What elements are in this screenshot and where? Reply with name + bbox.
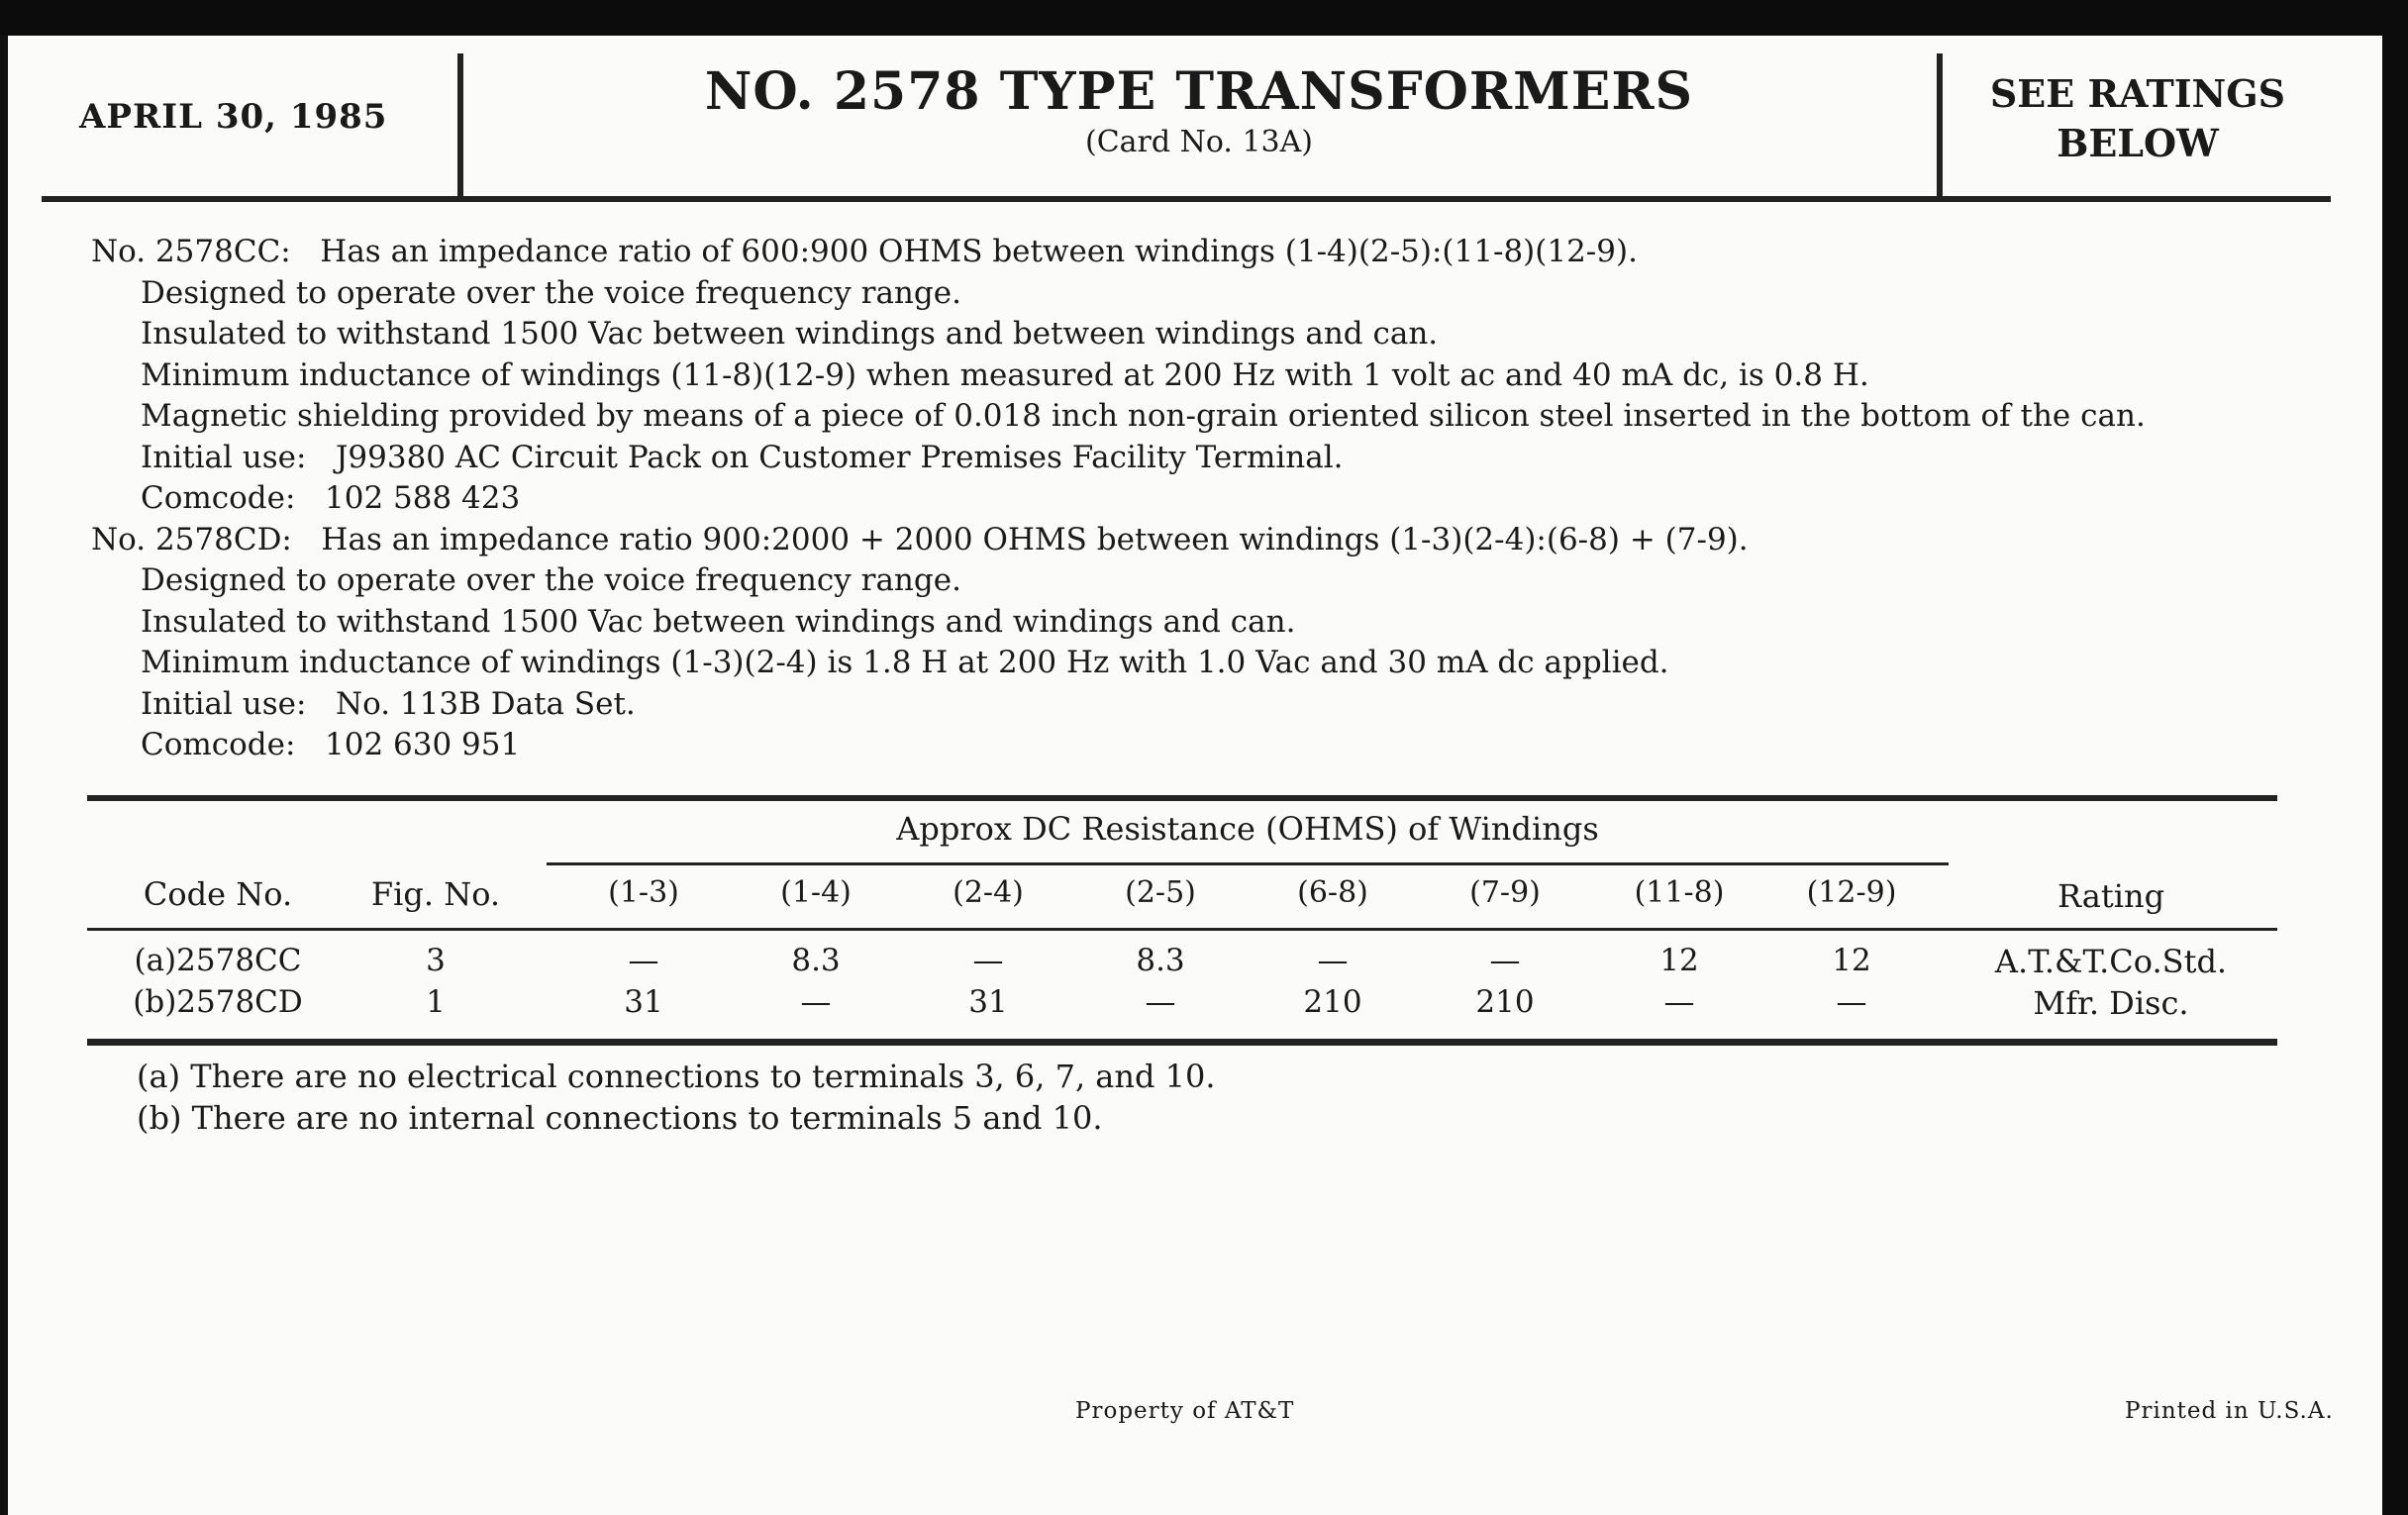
table-notes <box>137 1056 1216 1139</box>
table-cell: — <box>1836 984 1867 1020</box>
description-line: Initial use: J99380 AC Circuit Pack on Customer Premises Facility Terminal. <box>141 439 1344 475</box>
description-line: No. 2578CC: Has an impedance ratio of 600:900 OHMS between windings (1-4)(2-5):(11-8)(12-9). <box>91 234 1638 269</box>
description-line: Insulated to withstand 1500 Vac between windings and windings and can. <box>141 603 1296 640</box>
description-line: Comcode: 102 630 951 <box>141 727 521 762</box>
column-header: (12-9) <box>1806 875 1897 910</box>
table-cell: A.T.&T.Co.Std. <box>1994 943 2228 980</box>
description-text <box>91 232 2146 766</box>
description-line: Magnetic shielding provided by means of a piece of 0.018 inch non-grain oriented silicon steel inserted in the bottom of the can. <box>141 398 2146 434</box>
table-bottom-rule <box>87 1039 2277 1046</box>
table-cell: — <box>800 984 832 1020</box>
table-cell: — <box>1317 943 1349 978</box>
column-header: Rating <box>2057 877 2165 915</box>
table-cell: 31 <box>624 984 663 1020</box>
card-title: NO. 2578 TYPE TRANSFORMERS <box>704 61 1694 122</box>
table-cell: 12 <box>1832 943 1871 978</box>
see-ratings-line-1: SEE RATINGS <box>1989 71 2286 116</box>
table-cell: 210 <box>1475 984 1535 1020</box>
scan-border-right <box>2382 0 2408 1515</box>
table-cell: — <box>1663 984 1695 1020</box>
table-cell: 8.3 <box>1136 943 1185 978</box>
table-cell: — <box>1145 984 1176 1020</box>
table-cell: — <box>628 943 659 978</box>
column-header: (1-4) <box>780 875 852 910</box>
description-line: Designed to operate over the voice frequency range. <box>141 274 961 311</box>
table-cell: (b)2578CD <box>133 984 303 1020</box>
description-line: No. 2578CD: Has an impedance ratio 900:2000 + 2000 OHMS between windings (1-3)(2-4):(6-8) + (7-9). <box>91 521 1749 557</box>
description-line: Initial use: No. 113B Data Set. <box>141 685 636 722</box>
column-header: (6-8) <box>1297 875 1368 910</box>
description-line: Minimum inductance of windings (1-3)(2-4) is 1.8 H at 200 Hz with 1.0 Vac and 30 mA dc applied. <box>141 645 1669 680</box>
card-subtitle: (Card No. 13A) <box>1084 125 1314 159</box>
issue-date: APRIL 30, 1985 <box>79 97 388 137</box>
printed-footer: Printed in U.S.A. <box>2125 1398 2334 1424</box>
table-header-rule <box>87 928 2277 931</box>
table-cell: 3 <box>426 943 446 978</box>
table-cell: 210 <box>1303 984 1362 1020</box>
table-cell: — <box>972 943 1004 978</box>
group-header-rule <box>547 862 1949 865</box>
column-header: (11-8) <box>1634 875 1725 910</box>
header-divider-right <box>1937 53 1943 198</box>
description-line: Comcode: 102 588 423 <box>141 480 521 516</box>
description-line: Insulated to withstand 1500 Vac between windings and between windings and can. <box>141 316 1439 352</box>
description-line: Designed to operate over the voice frequency range. <box>141 562 961 598</box>
table-cell: — <box>1489 943 1521 978</box>
description-line: Minimum inductance of windings (11-8)(12-9) when measured at 200 Hz with 1 volt ac and 40 mA dc, is 0.8 H. <box>141 356 1869 393</box>
property-footer: Property of AT&T <box>1075 1398 1295 1424</box>
table-cell: Mfr. Disc. <box>2033 984 2189 1022</box>
column-header: (7-9) <box>1469 875 1541 910</box>
header-rule <box>42 196 2331 202</box>
table-cell: 1 <box>426 984 446 1020</box>
scan-border-top <box>0 0 2408 36</box>
table-cell: 12 <box>1659 943 1699 978</box>
column-header: Code No. <box>143 875 293 913</box>
column-header: Fig. No. <box>370 875 501 913</box>
see-ratings-note <box>1945 69 2331 168</box>
column-header: (2-5) <box>1125 875 1196 910</box>
see-ratings-line-2: BELOW <box>2057 121 2219 165</box>
note-a: (a) There are no electrical connections to terminals 3, 6, 7, and 10. <box>137 1058 1216 1095</box>
table-top-rule <box>87 795 2277 801</box>
resistance-group-header: Approx DC Resistance (OHMS) of Windings <box>896 810 1599 848</box>
table-cell: 31 <box>968 984 1008 1020</box>
column-header: (2-4) <box>953 875 1024 910</box>
table-cell: 8.3 <box>791 943 841 978</box>
note-b: (b) There are no internal connections to terminals 5 and 10. <box>137 1099 1103 1137</box>
table-cell: (a)2578CC <box>134 943 302 978</box>
column-header: (1-3) <box>608 875 679 910</box>
